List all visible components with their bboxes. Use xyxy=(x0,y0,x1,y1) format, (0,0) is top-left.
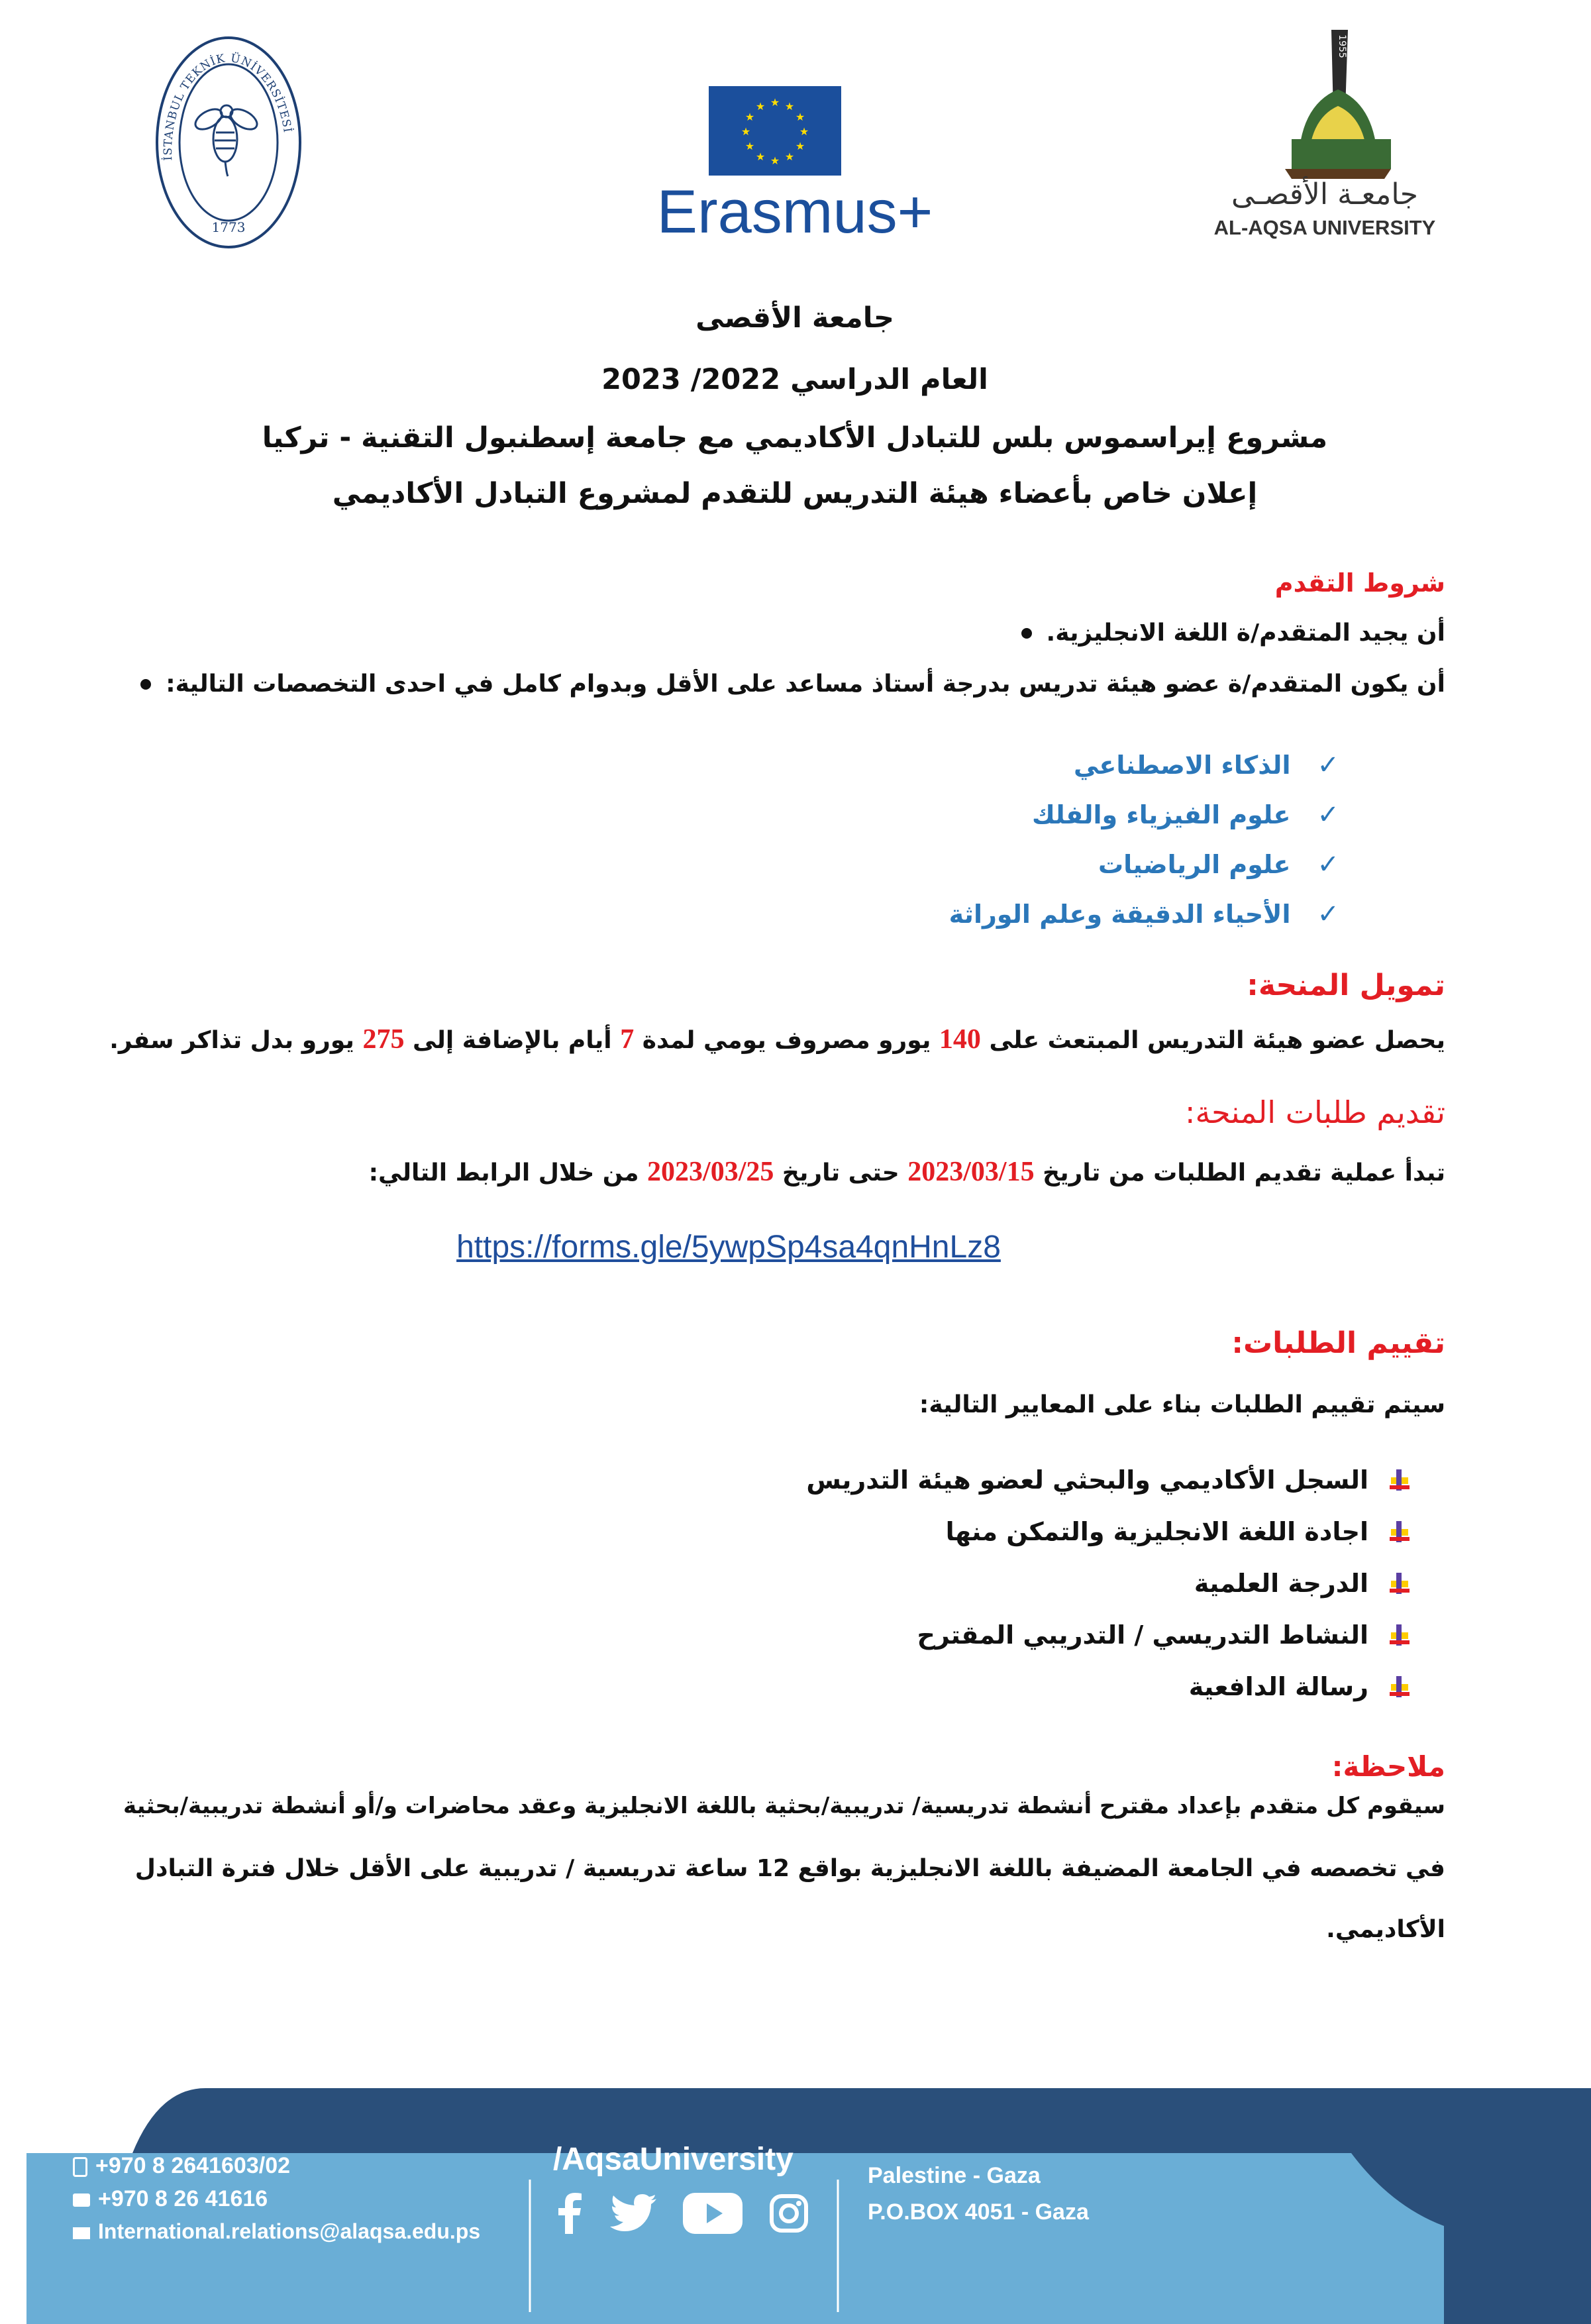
title-university: جامعة الأقصى xyxy=(695,301,894,335)
youtube-icon[interactable] xyxy=(683,2193,743,2234)
svg-text:★: ★ xyxy=(744,140,755,152)
aqsa-arabic-name: جامعـة الأقصـى xyxy=(1231,178,1418,211)
erasmus-text: Erasmus+ xyxy=(656,178,933,246)
field-text: الذكاء الاصطناعي xyxy=(1073,751,1291,780)
note-heading: ملاحظة: xyxy=(1331,1750,1445,1783)
title-announcement: إعلان خاص بأعضاء هيئة التدريس للتقدم لمشروع التبادل الأكاديمي xyxy=(332,477,1258,510)
conditions-heading: شروط التقدم xyxy=(1274,568,1445,598)
bullet-icon xyxy=(140,679,151,690)
note-line: سيقوم كل متقدم بإعداد مقترح أنشطة تدريسية/ تدريبية/بحثية باللغة الانجليزية وعقد محاضرات و/أو أنشطة تدريبية/بحثية xyxy=(123,1793,1445,1819)
checkmark-icon: ✓ xyxy=(1317,899,1339,929)
application-form-link[interactable]: https://forms.gle/5ywpSp4sa4qnHnLz8 xyxy=(456,1230,1001,1265)
svg-text:★: ★ xyxy=(784,150,795,163)
evaluation-heading: تقييم الطلبات: xyxy=(1231,1326,1445,1360)
criterion-item xyxy=(917,1620,1412,1650)
end-date: 2023/03/25 xyxy=(647,1157,774,1187)
field-item xyxy=(1074,750,1339,780)
field-item xyxy=(1032,800,1339,830)
title-project: مشروع إيراسموس بلس للتبادل الأكاديمي مع جامعة إسطنبول التقنية - تركيا xyxy=(262,421,1328,454)
fax-icon xyxy=(73,2193,90,2207)
itu-year: 1773 xyxy=(211,219,246,235)
svg-text:★: ★ xyxy=(755,100,766,113)
phone-icon xyxy=(73,2157,87,2177)
criterion-item xyxy=(1194,1569,1412,1598)
checkmark-icon: ✓ xyxy=(1317,750,1339,780)
footer-phone: +970 8 2641603/02 xyxy=(73,2153,290,2179)
arrow-bullet-icon xyxy=(1386,1673,1412,1700)
social-handle: /AqsaUniversity xyxy=(553,2142,794,2177)
itu-ring-text: İSTANBUL TEKNİK ÜNİVERSİTESİ xyxy=(161,52,295,162)
svg-text:★: ★ xyxy=(799,125,809,138)
social-icons xyxy=(553,2193,809,2234)
field-text: علوم الرياضيات xyxy=(1098,850,1291,879)
title-academic-year: العام الدراسي 2022/ 2023 xyxy=(601,363,988,396)
erasmus-logo xyxy=(636,86,954,245)
aqsa-emblem-icon xyxy=(1199,26,1451,179)
note-line: في تخصصه في الجامعة المضيفة باللغة الانجليزية بواقع 12 ساعة تدريسية / تدريبية على الأقل خلال فترة التبادل xyxy=(134,1855,1445,1882)
evaluation-intro: سيتم تقييم الطلبات بناء على المعايير التالية: xyxy=(919,1391,1445,1418)
criterion-text: الدرجة العلمية xyxy=(1194,1569,1368,1598)
funding-text: يحصل عضو هيئة التدريس المبتعث على 140 يورو مصروف يومي لمدة 7 أيام بالإضافة إلى 275 يورو بدل تذاكر سفر. xyxy=(109,1024,1445,1055)
checkmark-icon: ✓ xyxy=(1317,849,1339,880)
criterion-item xyxy=(1189,1672,1412,1701)
daily-amount: 140 xyxy=(939,1024,981,1055)
svg-text:★: ★ xyxy=(784,100,795,113)
envelope-icon xyxy=(73,2227,90,2239)
criterion-item xyxy=(806,1465,1412,1495)
criterion-text: اجادة اللغة الانجليزية والتمكن منها xyxy=(945,1517,1368,1546)
svg-text:★: ★ xyxy=(795,111,805,123)
itu-logo xyxy=(152,33,305,252)
days-count: 7 xyxy=(620,1024,635,1055)
footer-email[interactable]: International.relations@alaqsa.edu.ps xyxy=(73,2219,480,2244)
condition-text: أن يكون المتقدم/ة عضو هيئة تدريس بدرجة أستاذ مساعد على الأقل وبدوام كامل في احدى التخصصات التالية: xyxy=(166,670,1445,698)
criterion-text: النشاط التدريسي / التدريبي المقترح xyxy=(917,1620,1368,1650)
bullet-icon xyxy=(1021,628,1032,639)
aqsa-english-name: AL-AQSA UNIVERSITY xyxy=(1213,216,1436,239)
twitter-icon[interactable] xyxy=(610,2194,656,2233)
svg-text:★: ★ xyxy=(795,140,805,152)
application-text: تبدأ عملية تقديم الطلبات من تاريخ 2023/03/15 حتى تاريخ 2023/03/25 من خلال الرابط التالي: xyxy=(368,1157,1445,1187)
arrow-bullet-icon xyxy=(1386,1570,1412,1597)
criterion-item xyxy=(946,1517,1412,1546)
svg-text:★: ★ xyxy=(744,111,755,123)
criterion-text: السجل الأكاديمي والبحثي لعضو هيئة التدريس xyxy=(806,1465,1368,1495)
aqsa-logo xyxy=(1199,26,1451,245)
footer-location: Palestine - Gaza xyxy=(868,2163,1041,2188)
instagram-icon[interactable] xyxy=(769,2193,809,2233)
eu-flag-icon xyxy=(709,86,841,176)
svg-text:★: ★ xyxy=(770,96,780,109)
field-text: علوم الفيزياء والفلك xyxy=(1031,800,1291,829)
travel-amount: 275 xyxy=(362,1024,405,1055)
note-line: الأكاديمي. xyxy=(1326,1916,1445,1943)
checkmark-icon: ✓ xyxy=(1317,800,1339,830)
condition-item xyxy=(140,670,1445,698)
facebook-icon[interactable] xyxy=(553,2193,584,2234)
arrow-bullet-icon xyxy=(1386,1622,1412,1648)
start-date: 2023/03/15 xyxy=(907,1157,1035,1187)
footer-fax: +970 8 26 41616 xyxy=(73,2186,268,2212)
field-item xyxy=(1098,849,1339,880)
condition-text: أن يجيد المتقدم/ة اللغة الانجليزية. xyxy=(1046,619,1445,647)
aqsa-year: 1955 xyxy=(1337,34,1347,58)
condition-item xyxy=(1021,619,1445,647)
svg-text:★: ★ xyxy=(770,154,780,167)
criterion-text: رسالة الدافعية xyxy=(1188,1672,1368,1701)
field-text: الأحياء الدقيقة وعلم الوراثة xyxy=(949,900,1291,929)
arrow-bullet-icon xyxy=(1386,1467,1412,1493)
arrow-bullet-icon xyxy=(1386,1518,1412,1545)
field-item xyxy=(949,899,1339,929)
svg-text:★: ★ xyxy=(741,125,751,138)
funding-heading: تمويل المنحة: xyxy=(1247,969,1445,1002)
svg-text:★: ★ xyxy=(755,150,766,163)
footer-pobox: P.O.BOX 4051 - Gaza xyxy=(868,2199,1089,2225)
application-heading: تقديم طلبات المنحة: xyxy=(1184,1094,1445,1130)
